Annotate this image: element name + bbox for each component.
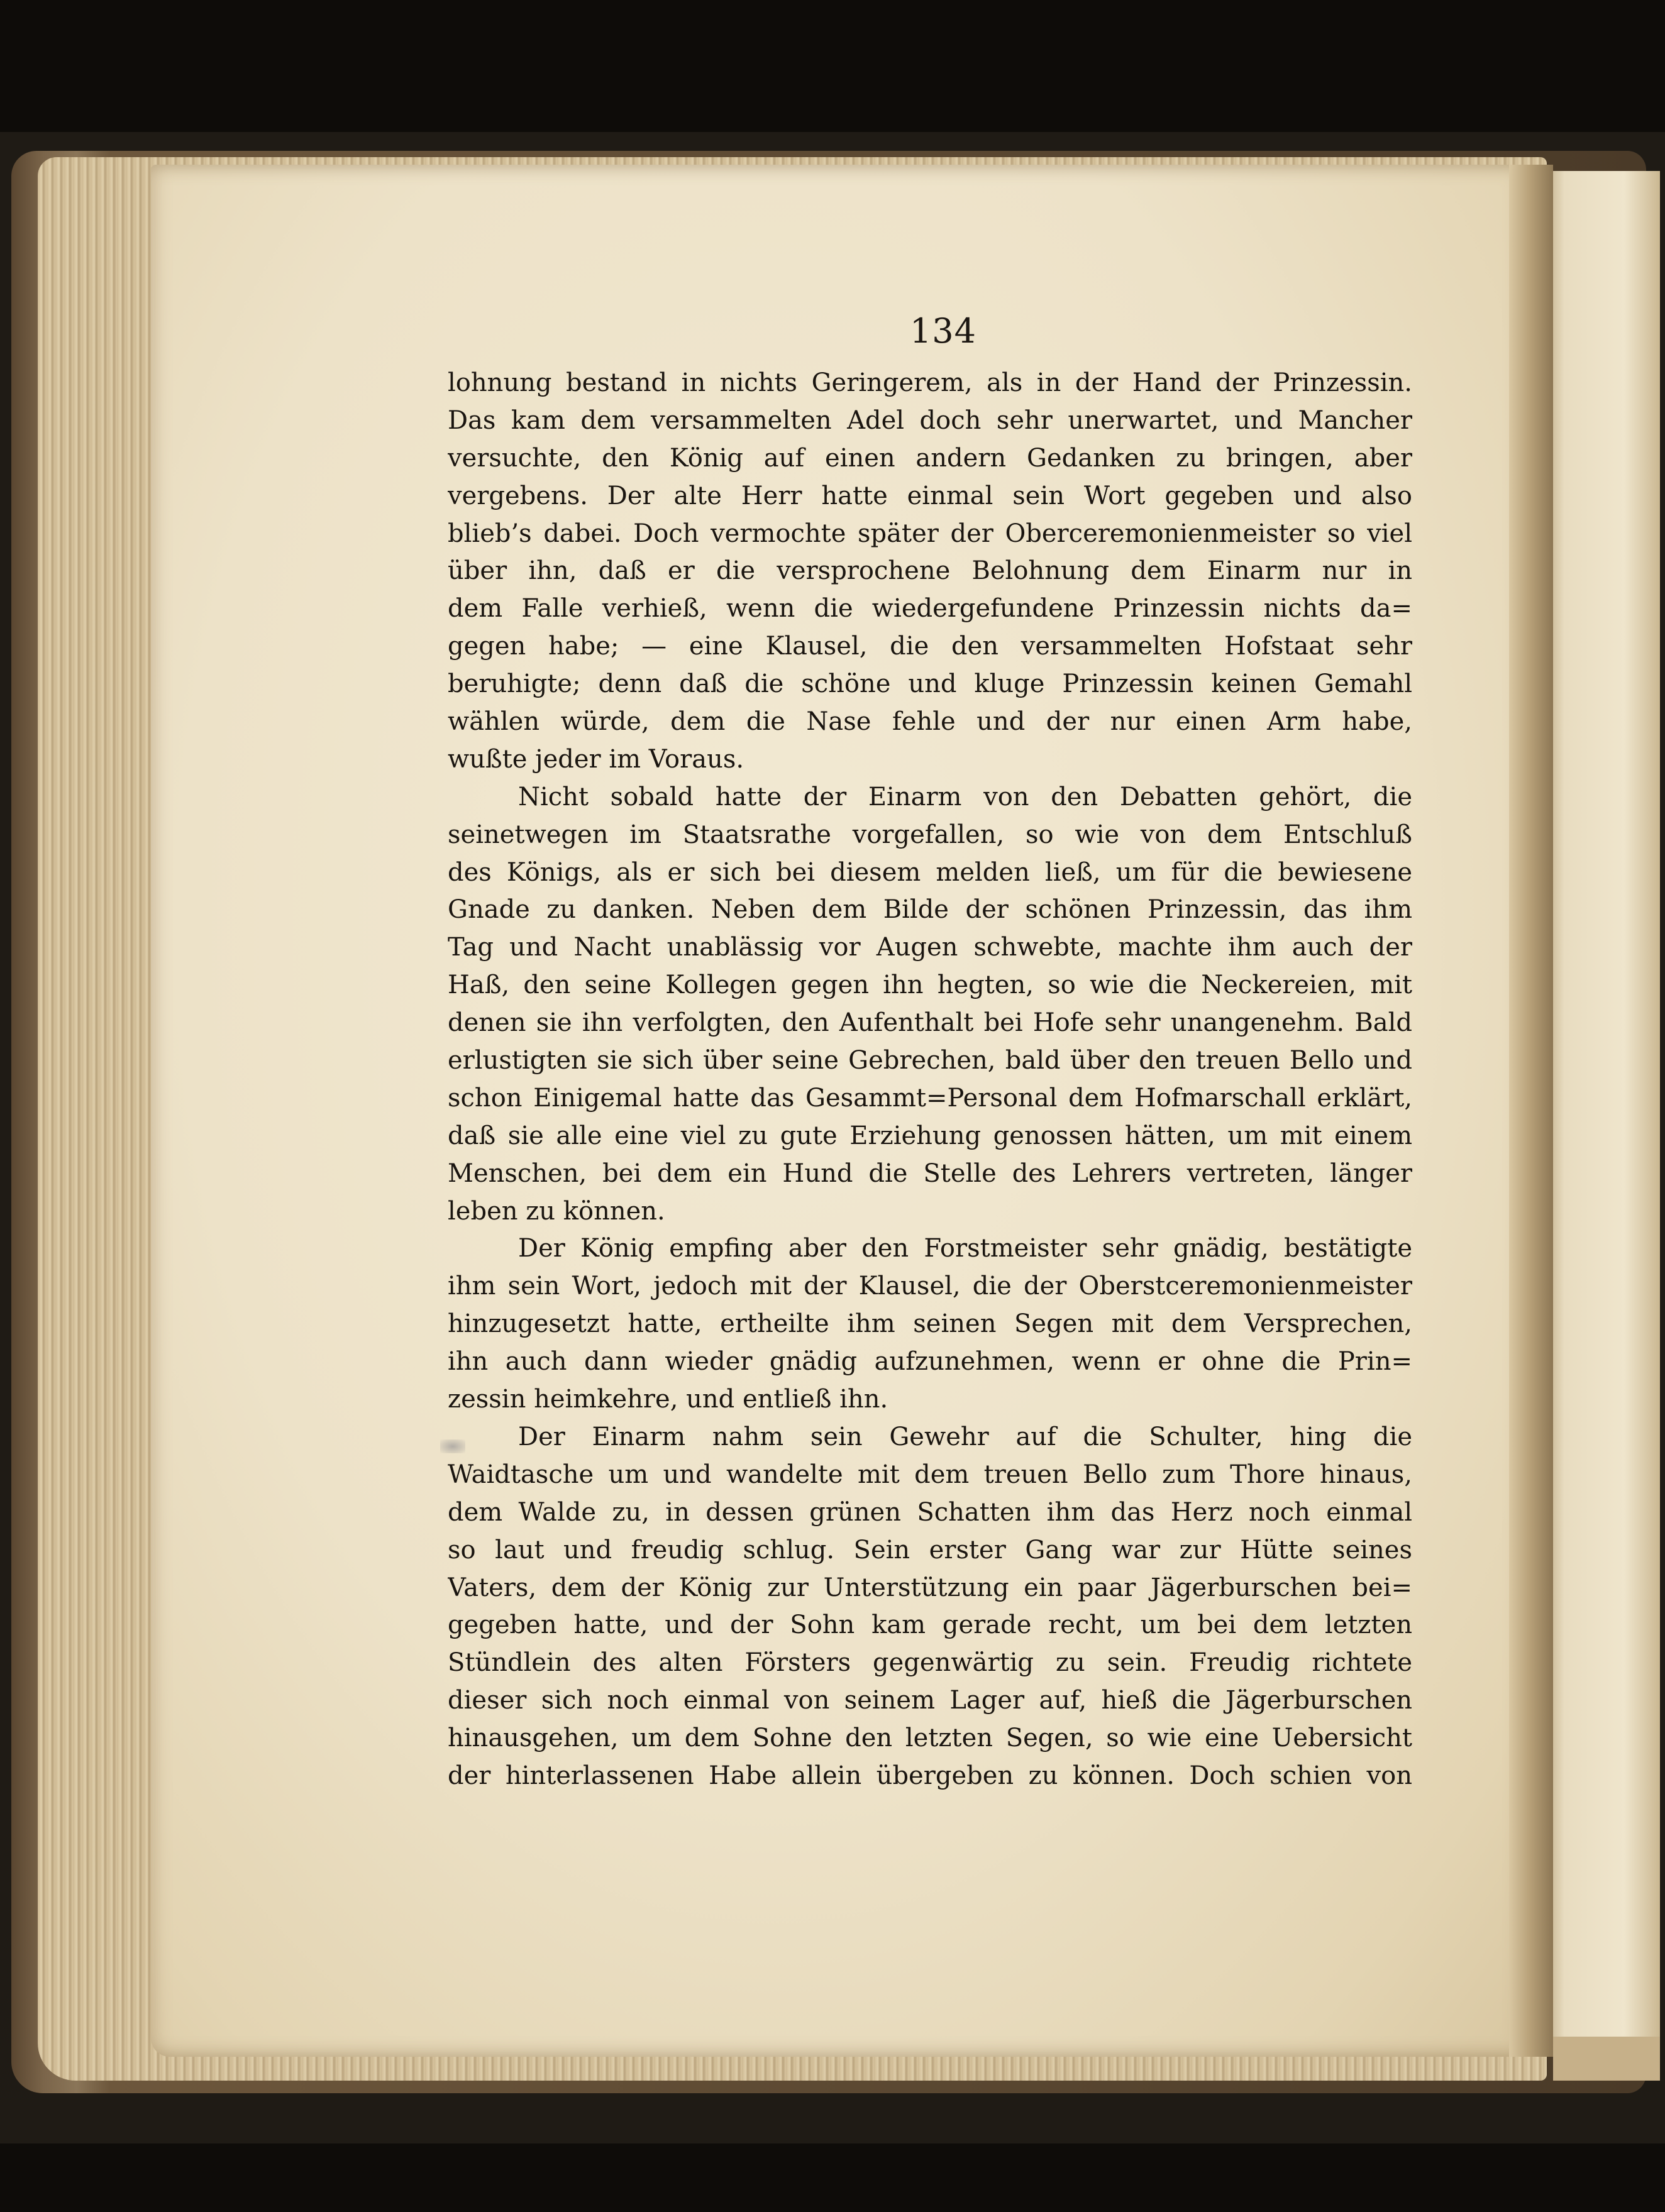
text-line: hinzugesetzt hatte, ertheilte ihm seinen Segen mit dem Versprechen, bbox=[448, 1309, 1412, 1339]
facing-page bbox=[1541, 171, 1660, 2057]
text-line: beruhigte; denn daß die schöne und kluge Prinzessin keinen Gemahl bbox=[448, 669, 1412, 699]
text-line: schon Einigemal hatte das Gesammt=Personal dem Hofmarschall erklärt, bbox=[448, 1083, 1412, 1113]
text-line: Das kam dem versammelten Adel doch sehr unerwartet, und Mancher bbox=[448, 405, 1412, 435]
text-line: dem Walde zu, in dessen grünen Schatten ihm das Herz noch einmal bbox=[448, 1497, 1412, 1527]
text-line: ihm sein Wort, jedoch mit der Klausel, die der Oberstceremonienmeister bbox=[448, 1272, 1412, 1301]
text-line: so laut und freudig schlug. Sein erster Gang war zur Hütte seines bbox=[448, 1535, 1412, 1565]
text-line: erlustigten sie sich über seine Gebrechen, bald über den treuen Bello und bbox=[448, 1046, 1412, 1076]
text-line: zessin heimkehre, und entließ ihn. bbox=[448, 1385, 888, 1414]
text-line: wußte jeder im Voraus. bbox=[448, 744, 744, 774]
text-line: daß sie alle eine viel zu gute Erziehung genossen hätten, um mit einem bbox=[448, 1121, 1412, 1150]
text-line: gegeben hatte, und der Sohn kam gerade recht, um bei dem letzten bbox=[448, 1610, 1412, 1640]
page-number: 134 bbox=[909, 311, 977, 351]
text-line: Waidtasche um und wandelte mit dem treuen Bello zum Thore hinaus, bbox=[448, 1460, 1412, 1489]
text-line: ihn auch dann wieder gnädig aufzunehmen, wenn er ohne die Prin= bbox=[448, 1347, 1412, 1377]
text-line: wählen würde, dem die Nase fehle und der nur einen Arm habe, bbox=[448, 707, 1412, 737]
text-line: der hinterlassenen Habe allein übergeben zu können. Doch schien von bbox=[448, 1761, 1412, 1790]
body-text bbox=[448, 365, 1412, 1795]
facing-page-edge bbox=[1553, 2037, 1660, 2081]
text-line: Stündlein des alten Försters gegenwärtig zu sein. Freudig richtete bbox=[448, 1648, 1412, 1678]
text-line: seinetwegen im Staatsrathe vorgefallen, so wie von dem Entschluß bbox=[448, 820, 1412, 849]
text-line: lohnung bestand in nichts Geringerem, als in der Hand der Prinzessin. bbox=[448, 368, 1412, 397]
text-line: Nicht sobald hatte der Einarm von den Debatten gehört, die bbox=[518, 782, 1412, 812]
text-line: des Königs, als er sich bei diesem melden ließ, um für die bewiesene bbox=[448, 857, 1412, 887]
text-line: Der König empfing aber den Forstmeister sehr gnädig, bestätigte bbox=[518, 1234, 1412, 1263]
text-line: hinausgehen, um dem Sohne den letzten Segen, so wie eine Uebersicht bbox=[448, 1724, 1412, 1753]
text-line: blieb’s dabei. Doch vermochte später der Oberceremonienmeister so viel bbox=[448, 519, 1412, 548]
text-line: Tag und Nacht unablässig vor Augen schwebte, machte ihm auch der bbox=[448, 933, 1412, 962]
text-line: leben zu können. bbox=[448, 1196, 665, 1226]
text-line: Der Einarm nahm sein Gewehr auf die Schulter, hing die bbox=[518, 1422, 1412, 1451]
book-gutter bbox=[1509, 165, 1553, 2057]
text-line: vergebens. Der alte Herr hatte einmal sein Wort gegeben und also bbox=[448, 481, 1412, 510]
text-line: gegen habe; — eine Klausel, die den versammelten Hofstaat sehr bbox=[448, 632, 1412, 661]
text-line: Gnade zu danken. Neben dem Bilde der schönen Prinzessin, das ihm bbox=[448, 895, 1412, 925]
text-line: über ihn, daß er die versprochene Belohnung dem Einarm nur in bbox=[448, 556, 1412, 586]
ink-smudge bbox=[440, 1439, 465, 1453]
text-line: versuchte, den König auf einen andern Gedanken zu bringen, aber bbox=[448, 443, 1412, 473]
text-line: dem Falle verhieß, wenn die wiedergefundene Prinzessin nichts da= bbox=[448, 594, 1412, 624]
text-line: Vaters, dem der König zur Unterstützung ein paar Jägerburschen bei= bbox=[448, 1573, 1412, 1602]
text-line: Haß, den seine Kollegen gegen ihn hegten, so wie die Neckereien, mit bbox=[448, 971, 1412, 1000]
text-line: Menschen, bei dem ein Hund die Stelle des Lehrers vertreten, länger bbox=[448, 1158, 1412, 1188]
text-line: denen sie ihn verfolgten, den Aufenthalt bei Hofe sehr unangenehm. Bald bbox=[448, 1008, 1412, 1038]
text-line: dieser sich noch einmal von seinem Lager auf, hieß die Jägerburschen bbox=[448, 1686, 1412, 1715]
